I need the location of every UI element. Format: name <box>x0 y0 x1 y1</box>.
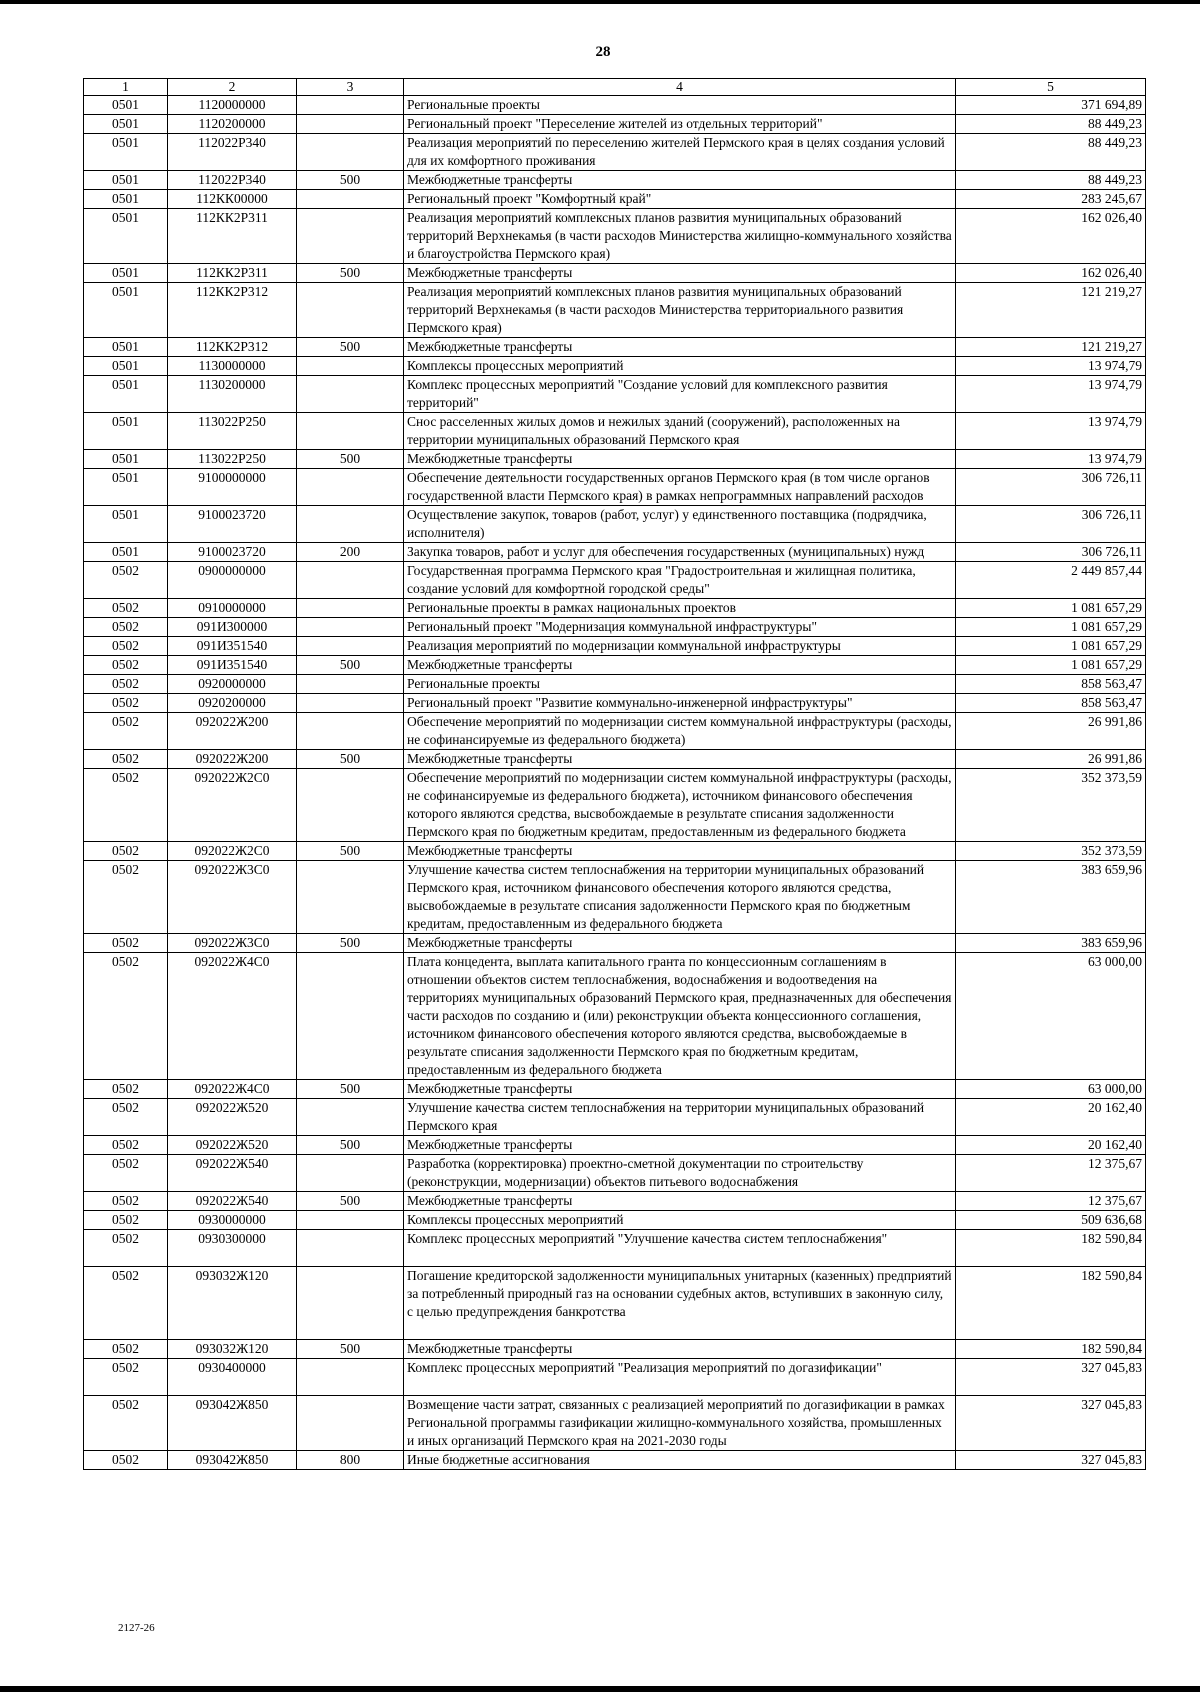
amount-cell: 182 590,84 <box>956 1267 1146 1340</box>
target-article-cell: 092022Ж3С0 <box>168 861 297 934</box>
expense-type-cell <box>297 1267 404 1340</box>
section-code-cell: 0501 <box>84 376 168 413</box>
description-cell: Межбюджетные трансферты <box>404 450 956 469</box>
header-col-5: 5 <box>956 79 1146 96</box>
table-row <box>84 953 1146 1080</box>
table-row <box>84 1099 1146 1136</box>
description-cell: Улучшение качества систем теплоснабжения на территории муниципальных образований Пермского края, источником финансового обеспечения которого являются средства, высвобождаемые в результате списания задолженности Пермского края по бюджетным кредитам, предоставленным из федерального бюджета <box>404 861 956 934</box>
expense-type-cell <box>297 1099 404 1136</box>
target-article-cell: 0920200000 <box>168 694 297 713</box>
table-row <box>84 599 1146 618</box>
table-row <box>84 713 1146 750</box>
page-number: 28 <box>595 44 611 60</box>
description-cell: Комплексы процессных мероприятий <box>404 1211 956 1230</box>
description-cell: Плата концедента, выплата капитального гранта по концессионным соглашениям в отношении объектов систем теплоснабжения, водоснабжения и водоотведения на территориях муниципальных образований Пермского края, предназначенных для обеспечения части расходов по созданию и (или) реконструкции объекта концессионного соглашения, источником финансового обеспечения которого являются средства, высвобождаемые в результате списания задолженности Пермского края по бюджетным кредитам, предоставленным из федерального бюджета <box>404 953 956 1080</box>
section-code-cell: 0502 <box>84 713 168 750</box>
table-row <box>84 1396 1146 1451</box>
description-cell: Региональный проект "Модернизация коммунальной инфраструктуры" <box>404 618 956 637</box>
table-row <box>84 675 1146 694</box>
table-row <box>84 450 1146 469</box>
description-cell: Региональные проекты <box>404 675 956 694</box>
table-row <box>84 469 1146 506</box>
expense-type-cell <box>297 769 404 842</box>
amount-cell: 383 659,96 <box>956 934 1146 953</box>
section-code-cell: 0502 <box>84 953 168 1080</box>
description-cell: Региональный проект "Комфортный край" <box>404 190 956 209</box>
header-col-4: 4 <box>404 79 956 96</box>
amount-cell: 13 974,79 <box>956 357 1146 376</box>
description-cell: Реализация мероприятий комплексных планов развития муниципальных образований территорий Верхнекамья (в части расходов Министерства территориального развития Пермского края) <box>404 283 956 338</box>
expense-type-cell <box>297 675 404 694</box>
section-code-cell: 0502 <box>84 1099 168 1136</box>
description-cell: Комплексы процессных мероприятий <box>404 357 956 376</box>
table-body <box>84 96 1146 1470</box>
amount-cell: 162 026,40 <box>956 264 1146 283</box>
description-cell: Межбюджетные трансферты <box>404 1136 956 1155</box>
description-cell: Региональные проекты в рамках национальных проектов <box>404 599 956 618</box>
target-article-cell: 092022Ж4С0 <box>168 1080 297 1099</box>
amount-cell: 20 162,40 <box>956 1099 1146 1136</box>
table-header-row <box>84 79 1146 96</box>
target-article-cell: 9100023720 <box>168 543 297 562</box>
expense-type-cell <box>297 1359 404 1396</box>
description-cell: Межбюджетные трансферты <box>404 1340 956 1359</box>
section-code-cell: 0501 <box>84 264 168 283</box>
description-cell: Межбюджетные трансферты <box>404 171 956 190</box>
table-row <box>84 134 1146 171</box>
table-row <box>84 861 1146 934</box>
description-cell: Межбюджетные трансферты <box>404 1192 956 1211</box>
amount-cell: 858 563,47 <box>956 675 1146 694</box>
expense-type-cell: 500 <box>297 450 404 469</box>
target-article-cell: 092022Ж4С0 <box>168 953 297 1080</box>
expense-type-cell: 500 <box>297 171 404 190</box>
amount-cell: 306 726,11 <box>956 469 1146 506</box>
section-code-cell: 0502 <box>84 1192 168 1211</box>
header-col-2: 2 <box>168 79 297 96</box>
amount-cell: 121 219,27 <box>956 338 1146 357</box>
amount-cell: 182 590,84 <box>956 1340 1146 1359</box>
table-row <box>84 171 1146 190</box>
expense-type-cell <box>297 562 404 599</box>
section-code-cell: 0501 <box>84 357 168 376</box>
table-row <box>84 1230 1146 1267</box>
table-row <box>84 618 1146 637</box>
table-row <box>84 1211 1146 1230</box>
section-code-cell: 0502 <box>84 656 168 675</box>
amount-cell: 383 659,96 <box>956 861 1146 934</box>
amount-cell: 12 375,67 <box>956 1192 1146 1211</box>
expense-type-cell: 500 <box>297 338 404 357</box>
description-cell: Обеспечение деятельности государственных органов Пермского края (в том числе органов государственной власти Пермского края) в рамках непрограммных направлений расходов <box>404 469 956 506</box>
target-article-cell: 092022Ж520 <box>168 1136 297 1155</box>
section-code-cell: 0502 <box>84 694 168 713</box>
table-row <box>84 842 1146 861</box>
section-code-cell: 0501 <box>84 190 168 209</box>
amount-cell: 352 373,59 <box>956 842 1146 861</box>
expense-type-cell <box>297 1230 404 1267</box>
amount-cell: 283 245,67 <box>956 190 1146 209</box>
description-cell: Иные бюджетные ассигнования <box>404 1451 956 1470</box>
description-cell: Межбюджетные трансферты <box>404 264 956 283</box>
description-cell: Межбюджетные трансферты <box>404 656 956 675</box>
section-code-cell: 0502 <box>84 562 168 599</box>
target-article-cell: 112КК2Р312 <box>168 338 297 357</box>
target-article-cell: 0910000000 <box>168 599 297 618</box>
amount-cell: 88 449,23 <box>956 171 1146 190</box>
section-code-cell: 0501 <box>84 543 168 562</box>
description-cell: Реализация мероприятий по переселению жителей Пермского края в целях создания условий для их комфортного проживания <box>404 134 956 171</box>
expense-type-cell: 500 <box>297 1136 404 1155</box>
target-article-cell: 112КК2Р311 <box>168 264 297 283</box>
description-cell: Обеспечение мероприятий по модернизации систем коммунальной инфраструктуры (расходы, не софинансируемые из федерального бюджета) <box>404 713 956 750</box>
table-row <box>84 190 1146 209</box>
target-article-cell: 112022Р340 <box>168 171 297 190</box>
amount-cell: 26 991,86 <box>956 713 1146 750</box>
table-row <box>84 750 1146 769</box>
amount-cell: 1 081 657,29 <box>956 599 1146 618</box>
section-code-cell: 0502 <box>84 1359 168 1396</box>
amount-cell: 121 219,27 <box>956 283 1146 338</box>
table-row <box>84 96 1146 115</box>
section-code-cell: 0501 <box>84 450 168 469</box>
header-col-1: 1 <box>84 79 168 96</box>
table-row <box>84 1136 1146 1155</box>
expense-type-cell <box>297 1396 404 1451</box>
expense-type-cell <box>297 637 404 656</box>
expense-type-cell <box>297 134 404 171</box>
target-article-cell: 0920000000 <box>168 675 297 694</box>
table-row <box>84 506 1146 543</box>
description-cell: Государственная программа Пермского края "Градостроительная и жилищная политика, создание условий для комфортной городской среды" <box>404 562 956 599</box>
amount-cell: 63 000,00 <box>956 1080 1146 1099</box>
table-row <box>84 934 1146 953</box>
amount-cell: 1 081 657,29 <box>956 637 1146 656</box>
amount-cell: 13 974,79 <box>956 376 1146 413</box>
section-code-cell: 0502 <box>84 1396 168 1451</box>
table-row <box>84 413 1146 450</box>
description-cell: Комплекс процессных мероприятий "Улучшение качества систем теплоснабжения" <box>404 1230 956 1267</box>
expense-type-cell: 200 <box>297 543 404 562</box>
section-code-cell: 0501 <box>84 115 168 134</box>
section-code-cell: 0502 <box>84 842 168 861</box>
section-code-cell: 0502 <box>84 675 168 694</box>
amount-cell: 12 375,67 <box>956 1155 1146 1192</box>
table-row <box>84 209 1146 264</box>
description-cell: Закупка товаров, работ и услуг для обеспечения государственных (муниципальных) нужд <box>404 543 956 562</box>
target-article-cell: 1130200000 <box>168 376 297 413</box>
expense-type-cell <box>297 190 404 209</box>
table-row <box>84 769 1146 842</box>
amount-cell: 63 000,00 <box>956 953 1146 1080</box>
target-article-cell: 091И351540 <box>168 637 297 656</box>
scan-border-top <box>0 0 1200 4</box>
section-code-cell: 0502 <box>84 1451 168 1470</box>
header-col-3: 3 <box>297 79 404 96</box>
description-cell: Межбюджетные трансферты <box>404 338 956 357</box>
amount-cell: 26 991,86 <box>956 750 1146 769</box>
description-cell: Региональные проекты <box>404 96 956 115</box>
section-code-cell: 0501 <box>84 506 168 543</box>
expense-type-cell <box>297 1211 404 1230</box>
description-cell: Обеспечение мероприятий по модернизации систем коммунальной инфраструктуры (расходы, не софинансируемые из федерального бюджета), источником финансового обеспечения которого являются средства, высвобождаемые в результате списания задолженности Пермского края по бюджетным кредитам, предоставленным из федерального бюджета <box>404 769 956 842</box>
table-row <box>84 694 1146 713</box>
target-article-cell: 092022Ж2С0 <box>168 769 297 842</box>
amount-cell: 88 449,23 <box>956 115 1146 134</box>
description-cell: Региональный проект "Переселение жителей из отдельных территорий" <box>404 115 956 134</box>
amount-cell: 327 045,83 <box>956 1451 1146 1470</box>
section-code-cell: 0502 <box>84 637 168 656</box>
section-code-cell: 0502 <box>84 1080 168 1099</box>
section-code-cell: 0502 <box>84 1267 168 1340</box>
table-row <box>84 376 1146 413</box>
target-article-cell: 112КК2Р311 <box>168 209 297 264</box>
description-cell: Снос расселенных жилых домов и нежилых зданий (сооружений), расположенных на территории муниципальных образований Пермского края <box>404 413 956 450</box>
expense-type-cell <box>297 694 404 713</box>
expense-type-cell <box>297 861 404 934</box>
description-cell: Комплекс процессных мероприятий "Реализация мероприятий по догазификации" <box>404 1359 956 1396</box>
description-cell: Комплекс процессных мероприятий "Создание условий для комплексного развития территорий" <box>404 376 956 413</box>
amount-cell: 13 974,79 <box>956 413 1146 450</box>
table-row <box>84 1340 1146 1359</box>
target-article-cell: 9100023720 <box>168 506 297 543</box>
table-row <box>84 1155 1146 1192</box>
expense-type-cell <box>297 953 404 1080</box>
section-code-cell: 0501 <box>84 469 168 506</box>
target-article-cell: 112КК2Р312 <box>168 283 297 338</box>
table-row <box>84 637 1146 656</box>
section-code-cell: 0501 <box>84 209 168 264</box>
target-article-cell: 093042Ж850 <box>168 1396 297 1451</box>
expense-type-cell <box>297 469 404 506</box>
section-code-cell: 0501 <box>84 413 168 450</box>
target-article-cell: 092022Ж540 <box>168 1192 297 1211</box>
target-article-cell: 0930400000 <box>168 1359 297 1396</box>
section-code-cell: 0502 <box>84 1340 168 1359</box>
section-code-cell: 0502 <box>84 934 168 953</box>
table-row <box>84 543 1146 562</box>
expense-type-cell <box>297 357 404 376</box>
target-article-cell: 092022Ж3С0 <box>168 934 297 953</box>
section-code-cell: 0501 <box>84 171 168 190</box>
expense-type-cell: 500 <box>297 656 404 675</box>
section-code-cell: 0502 <box>84 599 168 618</box>
section-code-cell: 0501 <box>84 338 168 357</box>
table-row <box>84 1267 1146 1340</box>
expense-type-cell <box>297 283 404 338</box>
section-code-cell: 0501 <box>84 283 168 338</box>
target-article-cell: 093042Ж850 <box>168 1451 297 1470</box>
table-row <box>84 656 1146 675</box>
description-cell: Реализация мероприятий комплексных планов развития муниципальных образований территорий Верхнекамья (в части расходов Министерства жилищно-коммунального хозяйства и благоустройства Пермского края) <box>404 209 956 264</box>
target-article-cell: 093032Ж120 <box>168 1340 297 1359</box>
target-article-cell: 092022Ж2С0 <box>168 842 297 861</box>
section-code-cell: 0502 <box>84 750 168 769</box>
amount-cell: 88 449,23 <box>956 134 1146 171</box>
description-cell: Возмещение части затрат, связанных с реализацией мероприятий по догазификации в рамках Региональной программы газификации жилищно-коммунального хозяйства, промышленных и иных организаций Пермского края на 2021-2030 годы <box>404 1396 956 1451</box>
table-row <box>84 1451 1146 1470</box>
amount-cell: 162 026,40 <box>956 209 1146 264</box>
amount-cell: 371 694,89 <box>956 96 1146 115</box>
expense-type-cell <box>297 713 404 750</box>
expense-type-cell: 500 <box>297 842 404 861</box>
expense-type-cell <box>297 413 404 450</box>
target-article-cell: 091И351540 <box>168 656 297 675</box>
amount-cell: 327 045,83 <box>956 1396 1146 1451</box>
section-code-cell: 0502 <box>84 1155 168 1192</box>
section-code-cell: 0502 <box>84 769 168 842</box>
document-code: 2127-26 <box>118 1622 155 1634</box>
section-code-cell: 0502 <box>84 861 168 934</box>
expense-type-cell: 500 <box>297 750 404 769</box>
target-article-cell: 0930000000 <box>168 1211 297 1230</box>
section-code-cell: 0502 <box>84 1211 168 1230</box>
table-row <box>84 338 1146 357</box>
expense-type-cell <box>297 618 404 637</box>
amount-cell: 327 045,83 <box>956 1359 1146 1396</box>
description-cell: Межбюджетные трансферты <box>404 750 956 769</box>
target-article-cell: 113022Р250 <box>168 450 297 469</box>
expense-type-cell <box>297 209 404 264</box>
expense-type-cell <box>297 599 404 618</box>
description-cell: Разработка (корректировка) проектно-сметной документации по строительству (реконструкции, модернизации) объектов питьевого водоснабжения <box>404 1155 956 1192</box>
section-code-cell: 0501 <box>84 96 168 115</box>
description-cell: Улучшение качества систем теплоснабжения на территории муниципальных образований Пермского края <box>404 1099 956 1136</box>
expense-type-cell: 800 <box>297 1451 404 1470</box>
target-article-cell: 092022Ж200 <box>168 750 297 769</box>
section-code-cell: 0502 <box>84 618 168 637</box>
amount-cell: 858 563,47 <box>956 694 1146 713</box>
target-article-cell: 113022Р250 <box>168 413 297 450</box>
section-code-cell: 0501 <box>84 134 168 171</box>
expense-type-cell <box>297 506 404 543</box>
amount-cell: 182 590,84 <box>956 1230 1146 1267</box>
amount-cell: 1 081 657,29 <box>956 618 1146 637</box>
table-row <box>84 115 1146 134</box>
expense-type-cell <box>297 115 404 134</box>
section-code-cell: 0502 <box>84 1230 168 1267</box>
description-cell: Погашение кредиторской задолженности муниципальных унитарных (казенных) предприятий за потребленный природный газ на основании судебных актов, вступивших в законную силу, с целью предупреждения банкротства <box>404 1267 956 1340</box>
expense-type-cell: 500 <box>297 934 404 953</box>
amount-cell: 352 373,59 <box>956 769 1146 842</box>
table-row <box>84 1080 1146 1099</box>
target-article-cell: 112022Р340 <box>168 134 297 171</box>
expense-type-cell: 500 <box>297 1080 404 1099</box>
table-row <box>84 1192 1146 1211</box>
target-article-cell: 9100000000 <box>168 469 297 506</box>
description-cell: Межбюджетные трансферты <box>404 934 956 953</box>
description-cell: Осуществление закупок, товаров (работ, услуг) у единственного поставщика (подрядчика, исполнителя) <box>404 506 956 543</box>
amount-cell: 2 449 857,44 <box>956 562 1146 599</box>
table-row <box>84 283 1146 338</box>
target-article-cell: 092022Ж520 <box>168 1099 297 1136</box>
target-article-cell: 0900000000 <box>168 562 297 599</box>
expense-type-cell <box>297 96 404 115</box>
target-article-cell: 092022Ж540 <box>168 1155 297 1192</box>
section-code-cell: 0502 <box>84 1136 168 1155</box>
target-article-cell: 0930300000 <box>168 1230 297 1267</box>
target-article-cell: 112КК00000 <box>168 190 297 209</box>
amount-cell: 509 636,68 <box>956 1211 1146 1230</box>
amount-cell: 306 726,11 <box>956 543 1146 562</box>
target-article-cell: 091И300000 <box>168 618 297 637</box>
table-row <box>84 562 1146 599</box>
amount-cell: 1 081 657,29 <box>956 656 1146 675</box>
amount-cell: 13 974,79 <box>956 450 1146 469</box>
expense-type-cell: 500 <box>297 1340 404 1359</box>
budget-table <box>83 78 1146 1470</box>
expense-type-cell: 500 <box>297 1192 404 1211</box>
expense-type-cell <box>297 376 404 413</box>
description-cell: Межбюджетные трансферты <box>404 1080 956 1099</box>
target-article-cell: 093032Ж120 <box>168 1267 297 1340</box>
target-article-cell: 092022Ж200 <box>168 713 297 750</box>
target-article-cell: 1120200000 <box>168 115 297 134</box>
scan-border-bottom <box>0 1686 1200 1692</box>
description-cell: Межбюджетные трансферты <box>404 842 956 861</box>
table-row <box>84 357 1146 376</box>
expense-type-cell <box>297 1155 404 1192</box>
description-cell: Региональный проект "Развитие коммунально-инженерной инфраструктуры" <box>404 694 956 713</box>
amount-cell: 306 726,11 <box>956 506 1146 543</box>
target-article-cell: 1120000000 <box>168 96 297 115</box>
expense-type-cell: 500 <box>297 264 404 283</box>
table-row <box>84 1359 1146 1396</box>
table-row <box>84 264 1146 283</box>
description-cell: Реализация мероприятий по модернизации коммунальной инфраструктуры <box>404 637 956 656</box>
amount-cell: 20 162,40 <box>956 1136 1146 1155</box>
target-article-cell: 1130000000 <box>168 357 297 376</box>
